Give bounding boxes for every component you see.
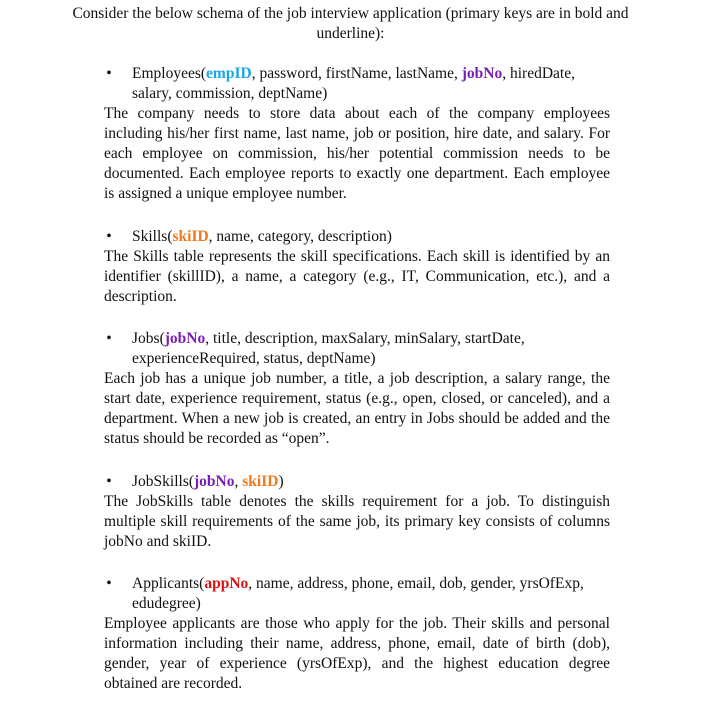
primary-key: skiID: [172, 228, 209, 245]
table-fields: , name, address, phone, email, dob, gender, yrsOfExp, edudegree): [132, 575, 584, 612]
primary-key: empID: [206, 65, 252, 82]
schema-employees: [104, 64, 610, 104]
table-fields: , name, category, description): [208, 228, 392, 245]
intro-line-2: underline):: [316, 25, 385, 42]
schema-skills: [104, 227, 610, 247]
table-fields: , title, description, maxSalary, minSalary, startDate, experienceRequired, status, deptName): [132, 330, 525, 367]
table-close: ): [278, 473, 284, 490]
bullet-icon: •: [106, 575, 112, 592]
primary-key: jobNo: [164, 330, 206, 347]
schema-jobs: [104, 329, 610, 369]
table-name: JobSkills(: [132, 473, 195, 490]
description-skills: The Skills table represents the skill specifications. Each skill is identified by an identifier (skillID), a name, a category (e.g., IT, Communication, etc.), and a description.: [104, 248, 610, 305]
table-name: Employees(: [132, 65, 207, 82]
foreign-key: jobNo: [461, 65, 503, 82]
intro-line-1: Consider the below schema of the job interview application (primary keys are in bold and: [72, 5, 629, 22]
schema-jobskills: [104, 472, 610, 492]
section-applicants: [104, 574, 610, 694]
section-jobskills: [104, 472, 610, 552]
primary-key-job: jobNo: [194, 473, 235, 490]
table-name: Skills(: [132, 228, 173, 245]
primary-key: appNo: [204, 575, 249, 592]
primary-key-skill: skiID: [242, 473, 279, 490]
section-jobs: [104, 329, 610, 449]
bullet-icon: •: [106, 473, 112, 490]
description-employees: The company needs to store data about each of the company employees including his/her first name, last name, job or position, hire date, and salary. For each employee on commission, his/her potential commission needs to be documented. Each employee reports to exactly one department. Each employee is assigned a unique employee number.: [104, 105, 610, 202]
table-name: Applicants(: [132, 575, 205, 592]
section-employees: [104, 64, 610, 204]
description-jobs: Each job has a unique job number, a title, a job description, a salary range, the start date, experience requirement, status (e.g., open, closed, or canceled), and a department. When a new job is created, an entry in Jobs should be added and the status should be recorded as “open”.: [104, 370, 610, 447]
schema-applicants: [104, 574, 610, 614]
section-skills: [104, 227, 610, 307]
bullet-icon: •: [106, 228, 112, 245]
table-fields: , password, firstName, lastName,: [251, 65, 462, 82]
key-separator: ,: [234, 473, 243, 490]
table-fields: , hiredDate, salary, commission, deptName): [132, 65, 575, 102]
description-applicants: Employee applicants are those who apply for the job. Their skills and personal information including their name, address, phone, email, date of birth (dob), gender, year of experience (yrsOfExp), and the highest education degree obtained are recorded.: [104, 615, 610, 692]
intro-text: [0, 4, 701, 44]
description-jobskills: The JobSkills table denotes the skills requirement for a job. To distinguish multiple skill requirements of the same job, its primary key consists of columns jobNo and skiID.: [104, 493, 610, 550]
bullet-icon: •: [106, 65, 112, 82]
bullet-icon: •: [106, 330, 112, 347]
table-name: Jobs(: [132, 330, 165, 347]
